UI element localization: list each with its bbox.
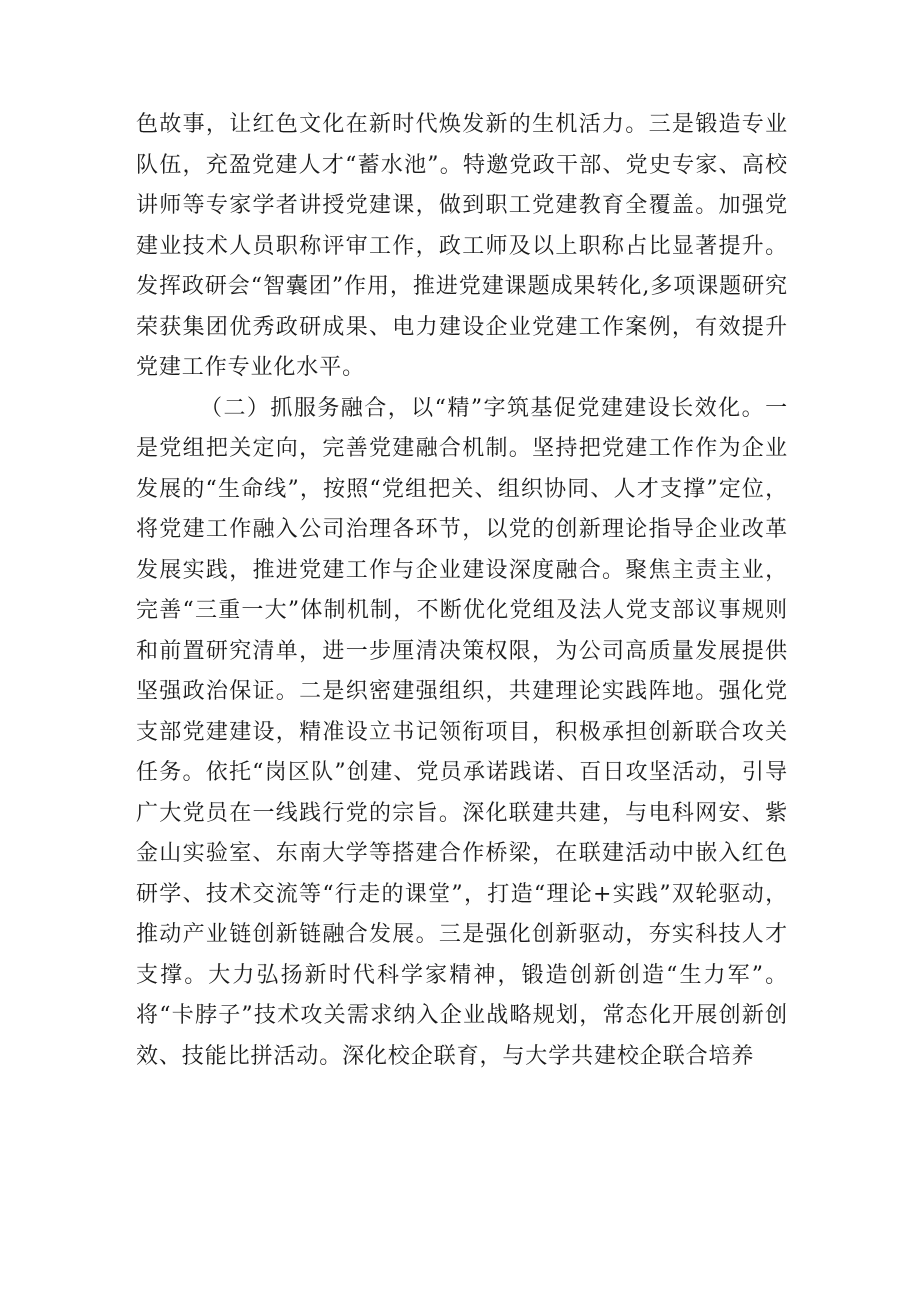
document-body	[136, 105, 788, 1077]
paragraph-service-integration: （二）抓服务融合，以“精”字筑基促党建建设长效化。一是党组把关定向，完善党建融合机制。坚持把党建工作作为企业发展的“生命线”，按照“党组把关、组织协同、人才支撑”定位，将党建工作融入公司治理各环节，以党的创新理论指导企业改革发展实践，推进党建工作与企业建设深度融合。聚焦主责主业，完善“三重一大”体制机制，不断优化党组及法人党支部议事规则和前置研究清单，进一步厘清决策权限，为公司高质量发展提供坚强政治保证。二是织密建强组织，共建理论实践阵地。强化党支部党建建设，精准设立书记领衔项目，积极承担创新联合攻关任务。依托“岗区队”创建、党员承诺践诺、百日攻坚活动，引导广大党员在一线践行党的宗旨。深化联建共建，与电科网安、紫金山实验室、东南大学等搭建合作桥梁，在联建活动中嵌入红色研学、技术交流等“行走的课堂”，打造“理论+实践”双轮驱动，推动产业链创新链融合发展。三是强化创新驱动，夯实科技人才支撑。大力弘扬新时代科学家精神，锻造创新创造“生力军”。将“卡脖子”技术攻关需求纳入企业战略规划，常态化开展创新创效、技能比拼活动。深化校企联育，与大学共建校企联合培养	[136, 395, 788, 1069]
paragraph-continuation: 色故事，让红色文化在新时代焕发新的生机活力。三是锻造专业队伍，充盈党建人才“蓄水池”。特邀党政干部、党史专家、高校讲师等专家学者讲授党建课，做到职工党建教育全覆盖。加强党建业技术人员职称评审工作，政工师及以上职称占比显著提升。发挥政研会“智囊团”作用，推进党建课题成果转化,多项课题研究荣获集团优秀政研成果、电力建设企业党建工作案例，有效提升党建工作专业化水平。	[136, 112, 788, 380]
